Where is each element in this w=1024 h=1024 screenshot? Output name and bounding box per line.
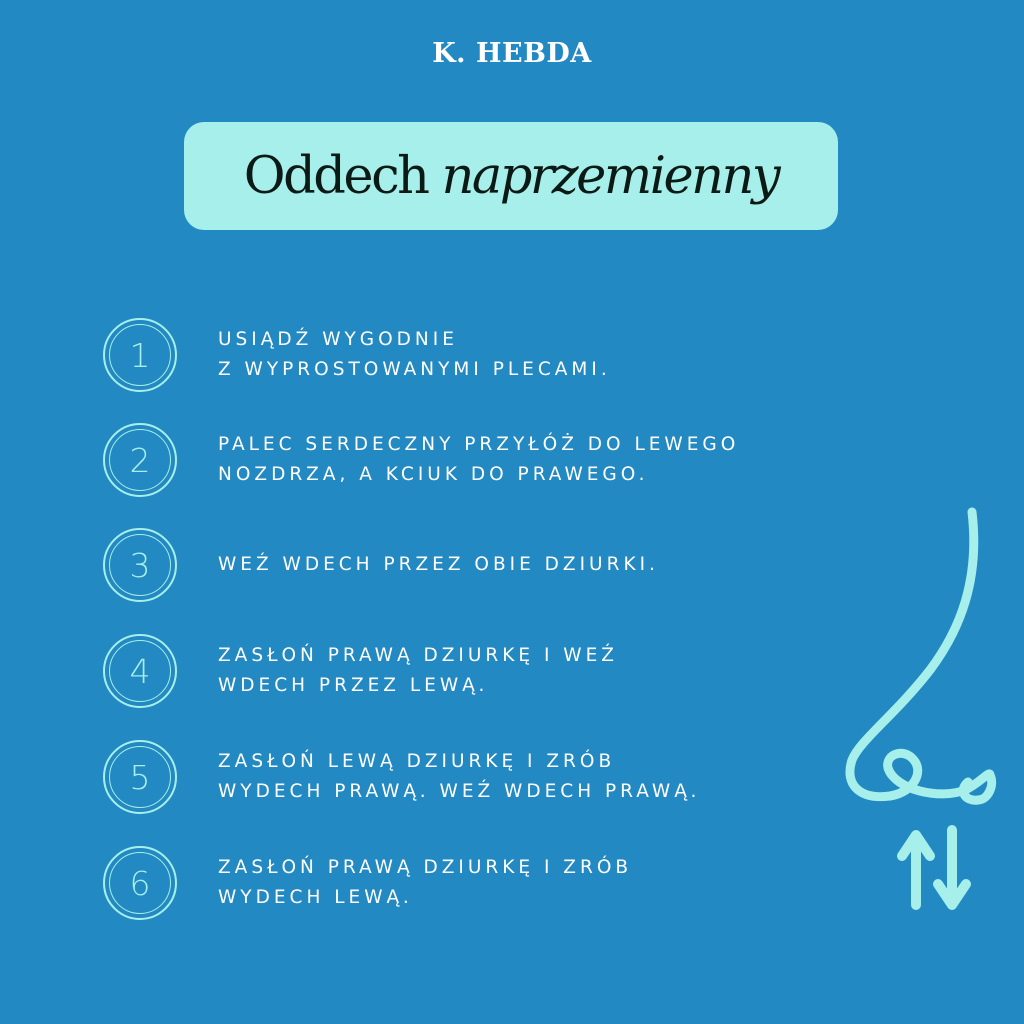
step-item: [103, 423, 903, 503]
step-number-badge: [103, 528, 177, 602]
step-line: ZASŁOŃ PRAWĄ DZIURKĘ I ZRÓB: [218, 857, 633, 878]
step-text: [218, 528, 659, 602]
step-number-badge: [103, 318, 177, 392]
step-line: PALEC SERDECZNY PRZYŁÓŻ DO LEWEGO: [218, 434, 740, 455]
step-line: ZASŁOŃ PRAWĄ DZIURKĘ I WEŹ: [218, 645, 618, 666]
step-text: [218, 634, 618, 708]
nose-icon: [850, 512, 992, 800]
step-number: 6: [109, 852, 171, 914]
step-text: [218, 740, 700, 814]
step-number: 5: [109, 746, 171, 808]
step-number: 4: [109, 640, 171, 702]
step-line: WYDECH LEWĄ.: [218, 887, 413, 908]
step-item: [103, 634, 903, 714]
step-number: 3: [109, 534, 171, 596]
step-number: 2: [109, 429, 171, 491]
step-text: [218, 423, 739, 497]
step-line: WDECH PRZEZ LEWĄ.: [218, 675, 489, 696]
title-italic: naprzemienny: [441, 146, 779, 206]
step-item: [103, 846, 903, 926]
up-down-arrows-icon: [902, 830, 966, 905]
title-regular: Oddech: [243, 146, 428, 206]
step-line: USIĄDŹ WYGODNIE: [218, 329, 458, 350]
step-number-badge: [103, 634, 177, 708]
title-banner: [184, 122, 838, 230]
brand-logo: K. HEBDA: [432, 38, 592, 69]
step-item: [103, 318, 903, 398]
step-line: WEŹ WDECH PRZEZ OBIE DZIURKI.: [218, 554, 659, 575]
step-number-badge: [103, 423, 177, 497]
step-line: ZASŁOŃ LEWĄ DZIURKĘ I ZRÓB: [218, 751, 616, 772]
step-number: 1: [109, 324, 171, 386]
step-text: [218, 318, 611, 392]
step-line: NOZDRZA, A KCIUK DO PRAWEGO.: [218, 464, 649, 485]
step-item: [103, 740, 903, 820]
step-text: [218, 846, 632, 920]
step-line: Z WYPROSTOWANYMI PLECAMI.: [218, 359, 611, 380]
step-item: [103, 528, 903, 608]
step-number-badge: [103, 846, 177, 920]
step-line: WYDECH PRAWĄ. WEŹ WDECH PRAWĄ.: [218, 781, 701, 802]
step-number-badge: [103, 740, 177, 814]
nose-illustration: [840, 500, 1010, 920]
